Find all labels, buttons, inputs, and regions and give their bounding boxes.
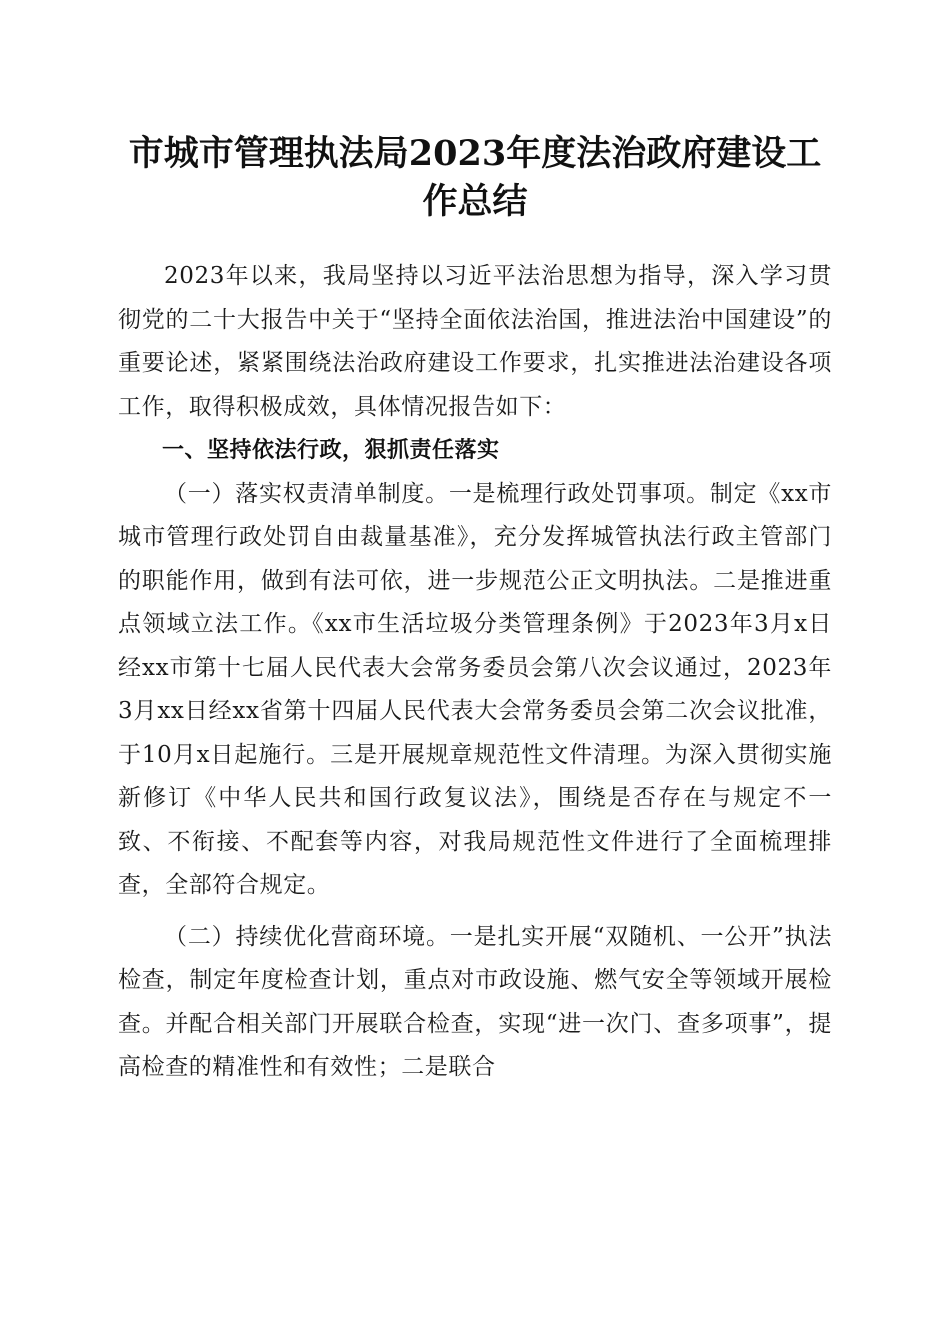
- section-1: [118, 429, 832, 1090]
- document-body: [118, 255, 832, 1090]
- paragraph-spacer: [118, 908, 832, 916]
- section-heading: 一、坚持依法行政，狠抓责任落实: [162, 438, 500, 463]
- document-title: 市城市管理执法局2023年度法治政府建设工作总结: [128, 133, 822, 222]
- section-paragraph-2: （二）持续优化营商环境。一是扎实开展“双随机、一公开”执法检查，制定年度检查计划，重点对市政设施、燃气安全等领域开展检查。并配合相关部门开展联合检查，实现“进一次门、查多项事”，提高检查的精准性和有效性；二是联合: [118, 923, 832, 1080]
- section-paragraph-1: （一）落实权责清单制度。一是梳理行政处罚事项。制定《xx市城市管理行政处罚自由裁量基准》，充分发挥城管执法行政主管部门的职能作用，做到有法可依，进一步规范公正文明执法。二是推进重点领域立法工作。《xx市生活垃圾分类管理条例》于2023年3月x日经xx市第十七届人民代表大会常务委员会第八次会议通过，2023年3月xx日经xx省第十四届人民代表大会常务委员会第二次会议批准，于10月x日起施行。三是开展规章规范性文件清理。为深入贯彻实施新修订《中华人民共和国行政复议法》，围绕是否存在与规定不一致、不衔接、不配套等内容，对我局规范性文件进行了全面梳理排查，全部符合规定。: [118, 480, 832, 898]
- intro-paragraph: 2023年以来，我局坚持以习近平法治思想为指导，深入学习贯彻党的二十大报告中关于“坚持全面依法治国，推进法治中国建设”的重要论述，紧紧围绕法治政府建设工作要求，扎实推进法治建设各项工作，取得积极成效，具体情况报告如下：: [118, 263, 832, 420]
